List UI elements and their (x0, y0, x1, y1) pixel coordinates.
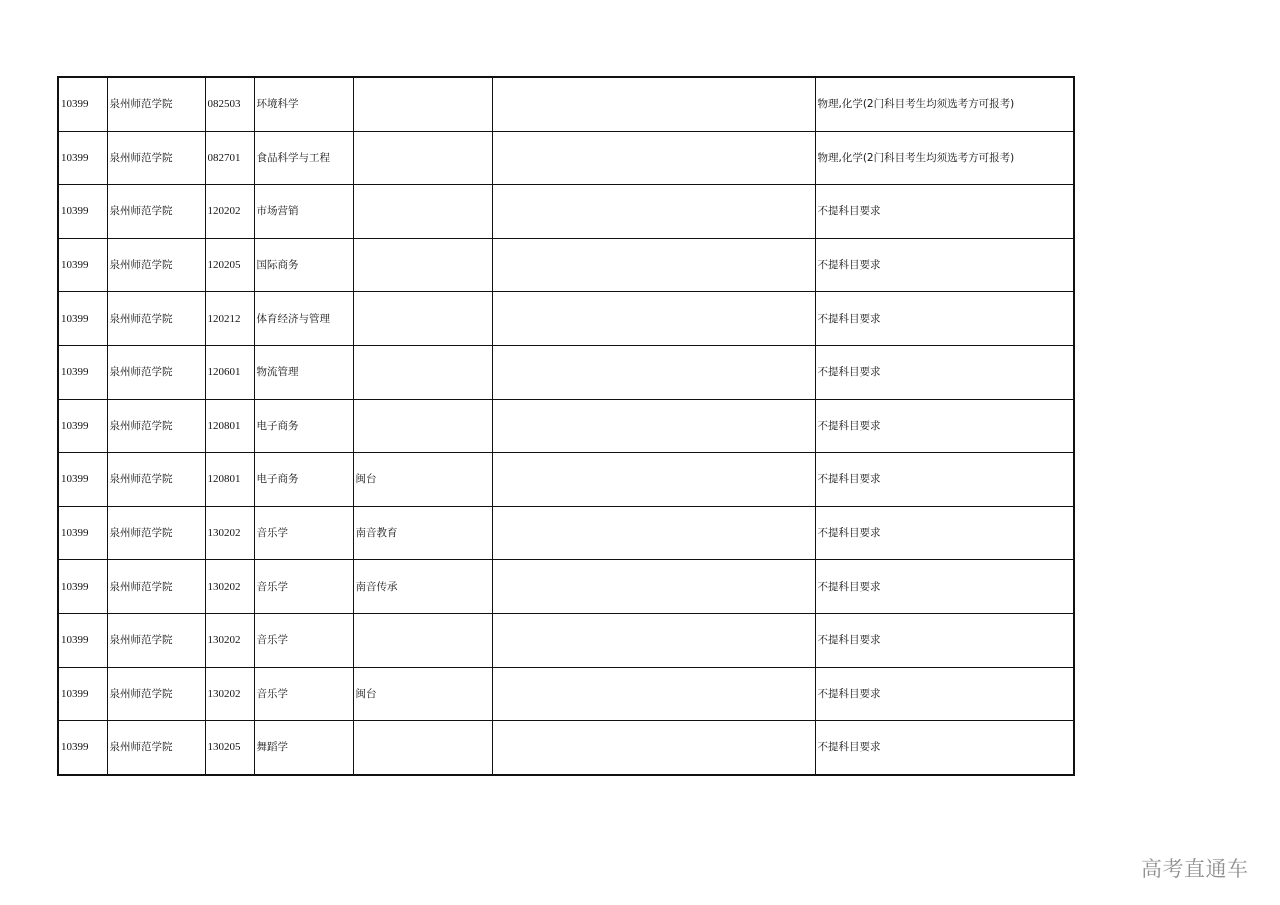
major-code-cell: 120205 (205, 238, 254, 292)
school-name-cell: 泉州师范学院 (107, 399, 205, 453)
table-row (58, 131, 1074, 185)
subject-requirement-cell: 不提科目要求 (815, 667, 1074, 721)
empty-cell (492, 292, 815, 346)
subject-requirements-table (57, 76, 1075, 776)
school-name-cell: 泉州师范学院 (107, 560, 205, 614)
major-code-cell: 130202 (205, 506, 254, 560)
table-row (58, 613, 1074, 667)
table-row (58, 77, 1074, 131)
subject-requirement-cell: 不提科目要求 (815, 560, 1074, 614)
major-remark-cell (353, 613, 492, 667)
school-code-cell: 10399 (58, 131, 107, 185)
subject-requirement-cell: 不提科目要求 (815, 453, 1074, 507)
empty-cell (492, 399, 815, 453)
school-code-cell: 10399 (58, 453, 107, 507)
subject-requirement-cell: 不提科目要求 (815, 721, 1074, 775)
major-remark-cell: 闽台 (353, 453, 492, 507)
major-name-cell: 音乐学 (254, 506, 353, 560)
watermark-text: 高考直通车 (1141, 857, 1249, 881)
table-row (58, 721, 1074, 775)
major-name-cell: 音乐学 (254, 560, 353, 614)
table-row (58, 506, 1074, 560)
table-row (58, 399, 1074, 453)
major-name-cell: 国际商务 (254, 238, 353, 292)
empty-cell (492, 506, 815, 560)
major-code-cell: 120801 (205, 453, 254, 507)
major-code-cell: 130202 (205, 560, 254, 614)
subject-requirement-cell: 不提科目要求 (815, 238, 1074, 292)
school-name-cell: 泉州师范学院 (107, 453, 205, 507)
major-name-cell: 音乐学 (254, 667, 353, 721)
subject-requirement-cell: 不提科目要求 (815, 292, 1074, 346)
major-remark-cell (353, 721, 492, 775)
major-name-cell: 舞蹈学 (254, 721, 353, 775)
major-remark-cell: 南音传承 (353, 560, 492, 614)
major-remark-cell (353, 185, 492, 239)
major-code-cell: 120202 (205, 185, 254, 239)
major-code-cell: 120212 (205, 292, 254, 346)
major-name-cell: 音乐学 (254, 613, 353, 667)
major-name-cell: 电子商务 (254, 399, 353, 453)
school-name-cell: 泉州师范学院 (107, 506, 205, 560)
major-remark-cell (353, 131, 492, 185)
subject-requirement-cell: 不提科目要求 (815, 399, 1074, 453)
major-remark-cell (353, 345, 492, 399)
school-code-cell: 10399 (58, 506, 107, 560)
school-name-cell: 泉州师范学院 (107, 721, 205, 775)
empty-cell (492, 77, 815, 131)
major-remark-cell (353, 238, 492, 292)
major-name-cell: 体育经济与管理 (254, 292, 353, 346)
school-code-cell: 10399 (58, 292, 107, 346)
major-remark-cell: 南音教育 (353, 506, 492, 560)
major-code-cell: 082701 (205, 131, 254, 185)
major-name-cell: 电子商务 (254, 453, 353, 507)
empty-cell (492, 613, 815, 667)
subject-requirement-cell: 不提科目要求 (815, 613, 1074, 667)
major-remark-cell (353, 77, 492, 131)
table-row (58, 238, 1074, 292)
table-row (58, 292, 1074, 346)
school-name-cell: 泉州师范学院 (107, 292, 205, 346)
school-code-cell: 10399 (58, 399, 107, 453)
school-code-cell: 10399 (58, 721, 107, 775)
school-code-cell: 10399 (58, 560, 107, 614)
empty-cell (492, 238, 815, 292)
school-code-cell: 10399 (58, 77, 107, 131)
empty-cell (492, 667, 815, 721)
school-name-cell: 泉州师范学院 (107, 345, 205, 399)
major-name-cell: 环境科学 (254, 77, 353, 131)
table-row (58, 345, 1074, 399)
school-name-cell: 泉州师范学院 (107, 185, 205, 239)
school-code-cell: 10399 (58, 613, 107, 667)
empty-cell (492, 345, 815, 399)
subject-requirement-cell: 不提科目要求 (815, 185, 1074, 239)
table-row (58, 560, 1074, 614)
table-row (58, 667, 1074, 721)
school-name-cell: 泉州师范学院 (107, 613, 205, 667)
school-code-cell: 10399 (58, 345, 107, 399)
major-name-cell: 物流管理 (254, 345, 353, 399)
empty-cell (492, 560, 815, 614)
table-row (58, 453, 1074, 507)
subject-requirement-cell: 物理,化学(2门科目考生均须选考方可报考) (815, 131, 1074, 185)
empty-cell (492, 453, 815, 507)
major-code-cell: 130205 (205, 721, 254, 775)
major-remark-cell (353, 399, 492, 453)
major-code-cell: 082503 (205, 77, 254, 131)
major-remark-cell (353, 292, 492, 346)
major-code-cell: 120601 (205, 345, 254, 399)
major-name-cell: 市场营销 (254, 185, 353, 239)
school-name-cell: 泉州师范学院 (107, 131, 205, 185)
major-name-cell: 食品科学与工程 (254, 131, 353, 185)
school-code-cell: 10399 (58, 185, 107, 239)
empty-cell (492, 131, 815, 185)
empty-cell (492, 185, 815, 239)
school-name-cell: 泉州师范学院 (107, 238, 205, 292)
school-code-cell: 10399 (58, 238, 107, 292)
subject-requirement-cell: 不提科目要求 (815, 345, 1074, 399)
major-code-cell: 120801 (205, 399, 254, 453)
subject-requirement-cell: 物理,化学(2门科目考生均须选考方可报考) (815, 77, 1074, 131)
school-name-cell: 泉州师范学院 (107, 77, 205, 131)
table-body (58, 77, 1074, 775)
major-remark-cell: 闽台 (353, 667, 492, 721)
major-code-cell: 130202 (205, 667, 254, 721)
table-row (58, 185, 1074, 239)
major-code-cell: 130202 (205, 613, 254, 667)
school-name-cell: 泉州师范学院 (107, 667, 205, 721)
school-code-cell: 10399 (58, 667, 107, 721)
subject-requirement-cell: 不提科目要求 (815, 506, 1074, 560)
empty-cell (492, 721, 815, 775)
